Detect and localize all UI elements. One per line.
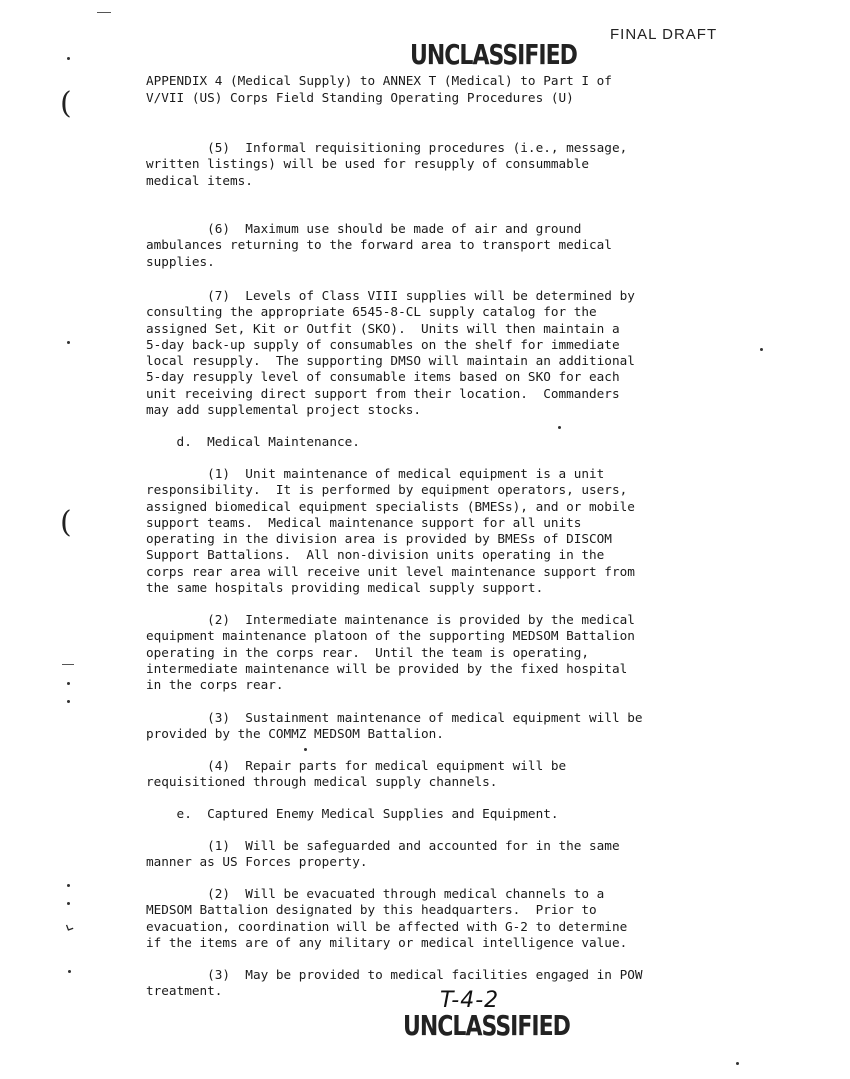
paragraph-e1: (1) Will be safeguarded and accounted for in the same manner as US Forces property. [146,838,620,870]
scan-artifact [304,748,307,751]
scan-artifact [67,57,70,60]
page-number: T-4-2 [440,988,500,1013]
scan-artifact [67,884,70,887]
scan-artifact [67,682,70,685]
paragraph-d3: (3) Sustainment maintenance of medical equipment will be provided by the COMMZ MEDSOM Battalion. [146,710,643,742]
paragraph-d2: (2) Intermediate maintenance is provided by the medical equipment maintenance platoon of the supporting MEDSOM Battalion operating in the corps rear. Until the team is operating, intermediate maintenance will be provided by the fixed hospital in the corps rear. [146,612,635,693]
scan-artifact [67,341,70,344]
binder-hole-mark-top: ( [60,86,72,121]
scan-artifact [558,426,561,429]
final-draft-label: FINAL DRAFT [610,26,718,43]
scan-artifact [97,12,111,13]
paragraph-7: (7) Levels of Class VIII supplies will be determined by consulting the appropriate 6545-8-CL supply catalog for the assigned Set, Kit or Outfit (SKO). Units will then maintain a 5-day back-up supply of consumables on the shelf for immediate local resupply. The supporting DMSO will maintain an additional 5-day resupply level of consumable items based on SKO for each unit receiving direct support from their location. Commanders may add supplemental project stocks. [146,288,635,418]
scan-artifact [67,700,70,703]
section-d-heading: d. Medical Maintenance. [146,434,360,449]
heading-line-1: APPENDIX 4 (Medical Supply) to ANNEX T (Medical) to Part I of [146,73,612,88]
section-e-heading: e. Captured Enemy Medical Supplies and Equipment. [146,806,559,821]
heading-line-2: V/VII (US) Corps Field Standing Operating Procedures (U) [146,90,574,105]
scan-artifact [68,970,71,973]
scan-artifact [62,664,74,665]
scan-artifact [67,902,70,905]
paragraph-e2: (2) Will be evacuated through medical channels to a MEDSOM Battalion designated by this headquarters. Prior to evacuation, coordination will be affected with G-2 to determine if the items are of any military or medical intelligence value. [146,886,628,950]
paragraph-e3: (3) May be provided to medical facilities engaged in POW treatment. [146,967,643,999]
classification-stamp-bottom: UNCLASSIFIED [403,1011,570,1043]
paragraph-d1: (1) Unit maintenance of medical equipment is a unit responsibility. It is performed by equipment operators, users, assigned biomedical equipment specialists (BMESs), and or mobile support teams. Medical maintenance support for all units operating in the division area is provided by BMESs of DISCOM Support Battalions. All non-division units operating in the corps rear area will receive unit level maintenance support from the same hospitals providing medical supply support. [146,466,635,596]
binder-hole-mark-middle: ( [60,505,72,540]
scan-artifact [736,1062,739,1065]
binder-hole-mark-bottom: ⌞ [60,912,76,935]
classification-stamp-top: UNCLASSIFIED [410,40,577,72]
paragraph-6: (6) Maximum use should be made of air and ground ambulances returning to the forward area to transport medical supplies. [146,221,612,269]
document-heading [146,72,786,106]
paragraph-d4: (4) Repair parts for medical equipment will be requisitioned through medical supply channels. [146,758,567,790]
paragraph-5: (5) Informal requisitioning procedures (i.e., message, written listings) will be used for resupply of consummable medical items. [146,140,628,188]
scan-artifact [760,348,763,351]
